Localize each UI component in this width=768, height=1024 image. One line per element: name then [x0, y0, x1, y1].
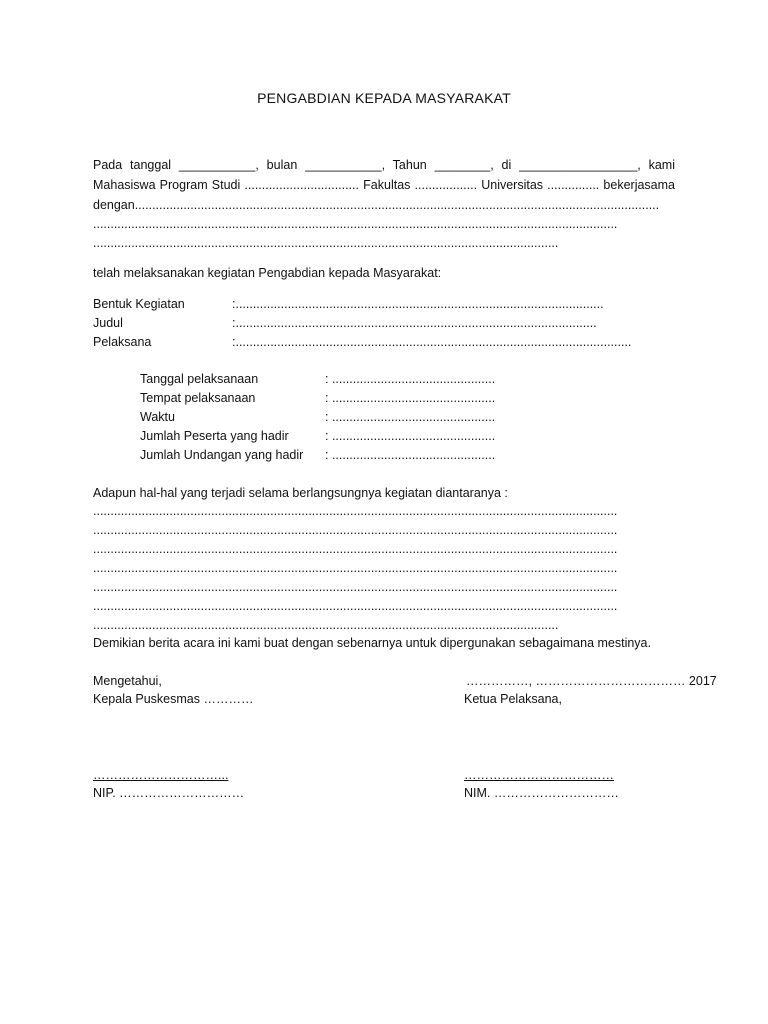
events-line: .......................................................................................................................................................	[93, 542, 618, 556]
events-line: .......................................................................................................................................................	[93, 599, 618, 613]
statement-text: telah melaksanakan kegiatan Pengabdian kepada Masyarakat:	[93, 266, 442, 280]
signature-left-role: Kepala Puskesmas …………	[93, 692, 254, 706]
signature-date-line: ……………, ……………………………… 2017	[466, 674, 717, 688]
events-heading: Adapun hal-hal yang terjadi selama berlangsungnya kegiatan diantaranya :	[93, 486, 508, 500]
events-line: .......................................................................................................................................................	[93, 580, 618, 594]
detail-value-waktu: : ...............................................	[325, 410, 496, 424]
signature-left-heading: Mengetahui,	[93, 674, 162, 688]
closing-statement: Demikian berita acara ini kami buat dengan sebenarnya untuk dipergunakan sebagaimana mestinya.	[93, 636, 651, 650]
field-label-judul: Judul	[93, 316, 123, 330]
detail-value-tempat: : ...............................................	[325, 391, 496, 405]
intro-line-4: .......................................................................................................................................................	[93, 217, 618, 231]
events-line: .......................................................................................................................................................	[93, 523, 618, 537]
detail-value-jumlah-peserta: : ...............................................	[325, 429, 496, 443]
field-label-pelaksana: Pelaksana	[93, 335, 152, 349]
field-value-pelaksana: :..................................................................................................................	[232, 335, 632, 349]
document-title: PENGABDIAN KEPADA MASYARAKAT	[257, 90, 511, 106]
intro-line-5: ......................................................................................................................................	[93, 236, 559, 250]
intro-line-3: dengan.......................................................................................................................................................	[93, 198, 660, 212]
field-value-bentuk-kegiatan: :..........................................................................................................	[232, 297, 604, 311]
field-label-bentuk-kegiatan: Bentuk Kegiatan	[93, 297, 185, 311]
detail-label-jumlah-undangan: Jumlah Undangan yang hadir	[140, 448, 304, 462]
detail-label-waktu: Waktu	[140, 410, 175, 424]
detail-label-tempat: Tempat pelaksanaan	[140, 391, 256, 405]
intro-line-2: Mahasiswa Program Studi ................................. Fakultas .................. Universitas ............... bekerjasama	[93, 178, 675, 192]
detail-label-tanggal: Tanggal pelaksanaan	[140, 372, 259, 386]
detail-value-jumlah-undangan: : ...............................................	[325, 448, 496, 462]
signature-left-name: …………………………...	[93, 768, 229, 782]
detail-label-jumlah-peserta: Jumlah Peserta yang hadir	[140, 429, 289, 443]
signature-right-nim: NIM. …………………………	[464, 786, 619, 800]
field-value-judul: :........................................................................................................	[232, 316, 597, 330]
events-line: .......................................................................................................................................................	[93, 561, 618, 575]
signature-left-nip: NIP. …………………………	[93, 786, 245, 800]
events-line: .......................................................................................................................................................	[93, 504, 618, 518]
detail-value-tanggal: : ...............................................	[325, 372, 496, 386]
events-line: ......................................................................................................................................	[93, 618, 559, 632]
intro-line-1: Pada tanggal ___________, bulan ___________, Tahun ________, di _________________, kami	[93, 158, 675, 172]
signature-right-name: ………………………………	[464, 768, 614, 782]
signature-right-role: Ketua Pelaksana,	[464, 692, 562, 706]
